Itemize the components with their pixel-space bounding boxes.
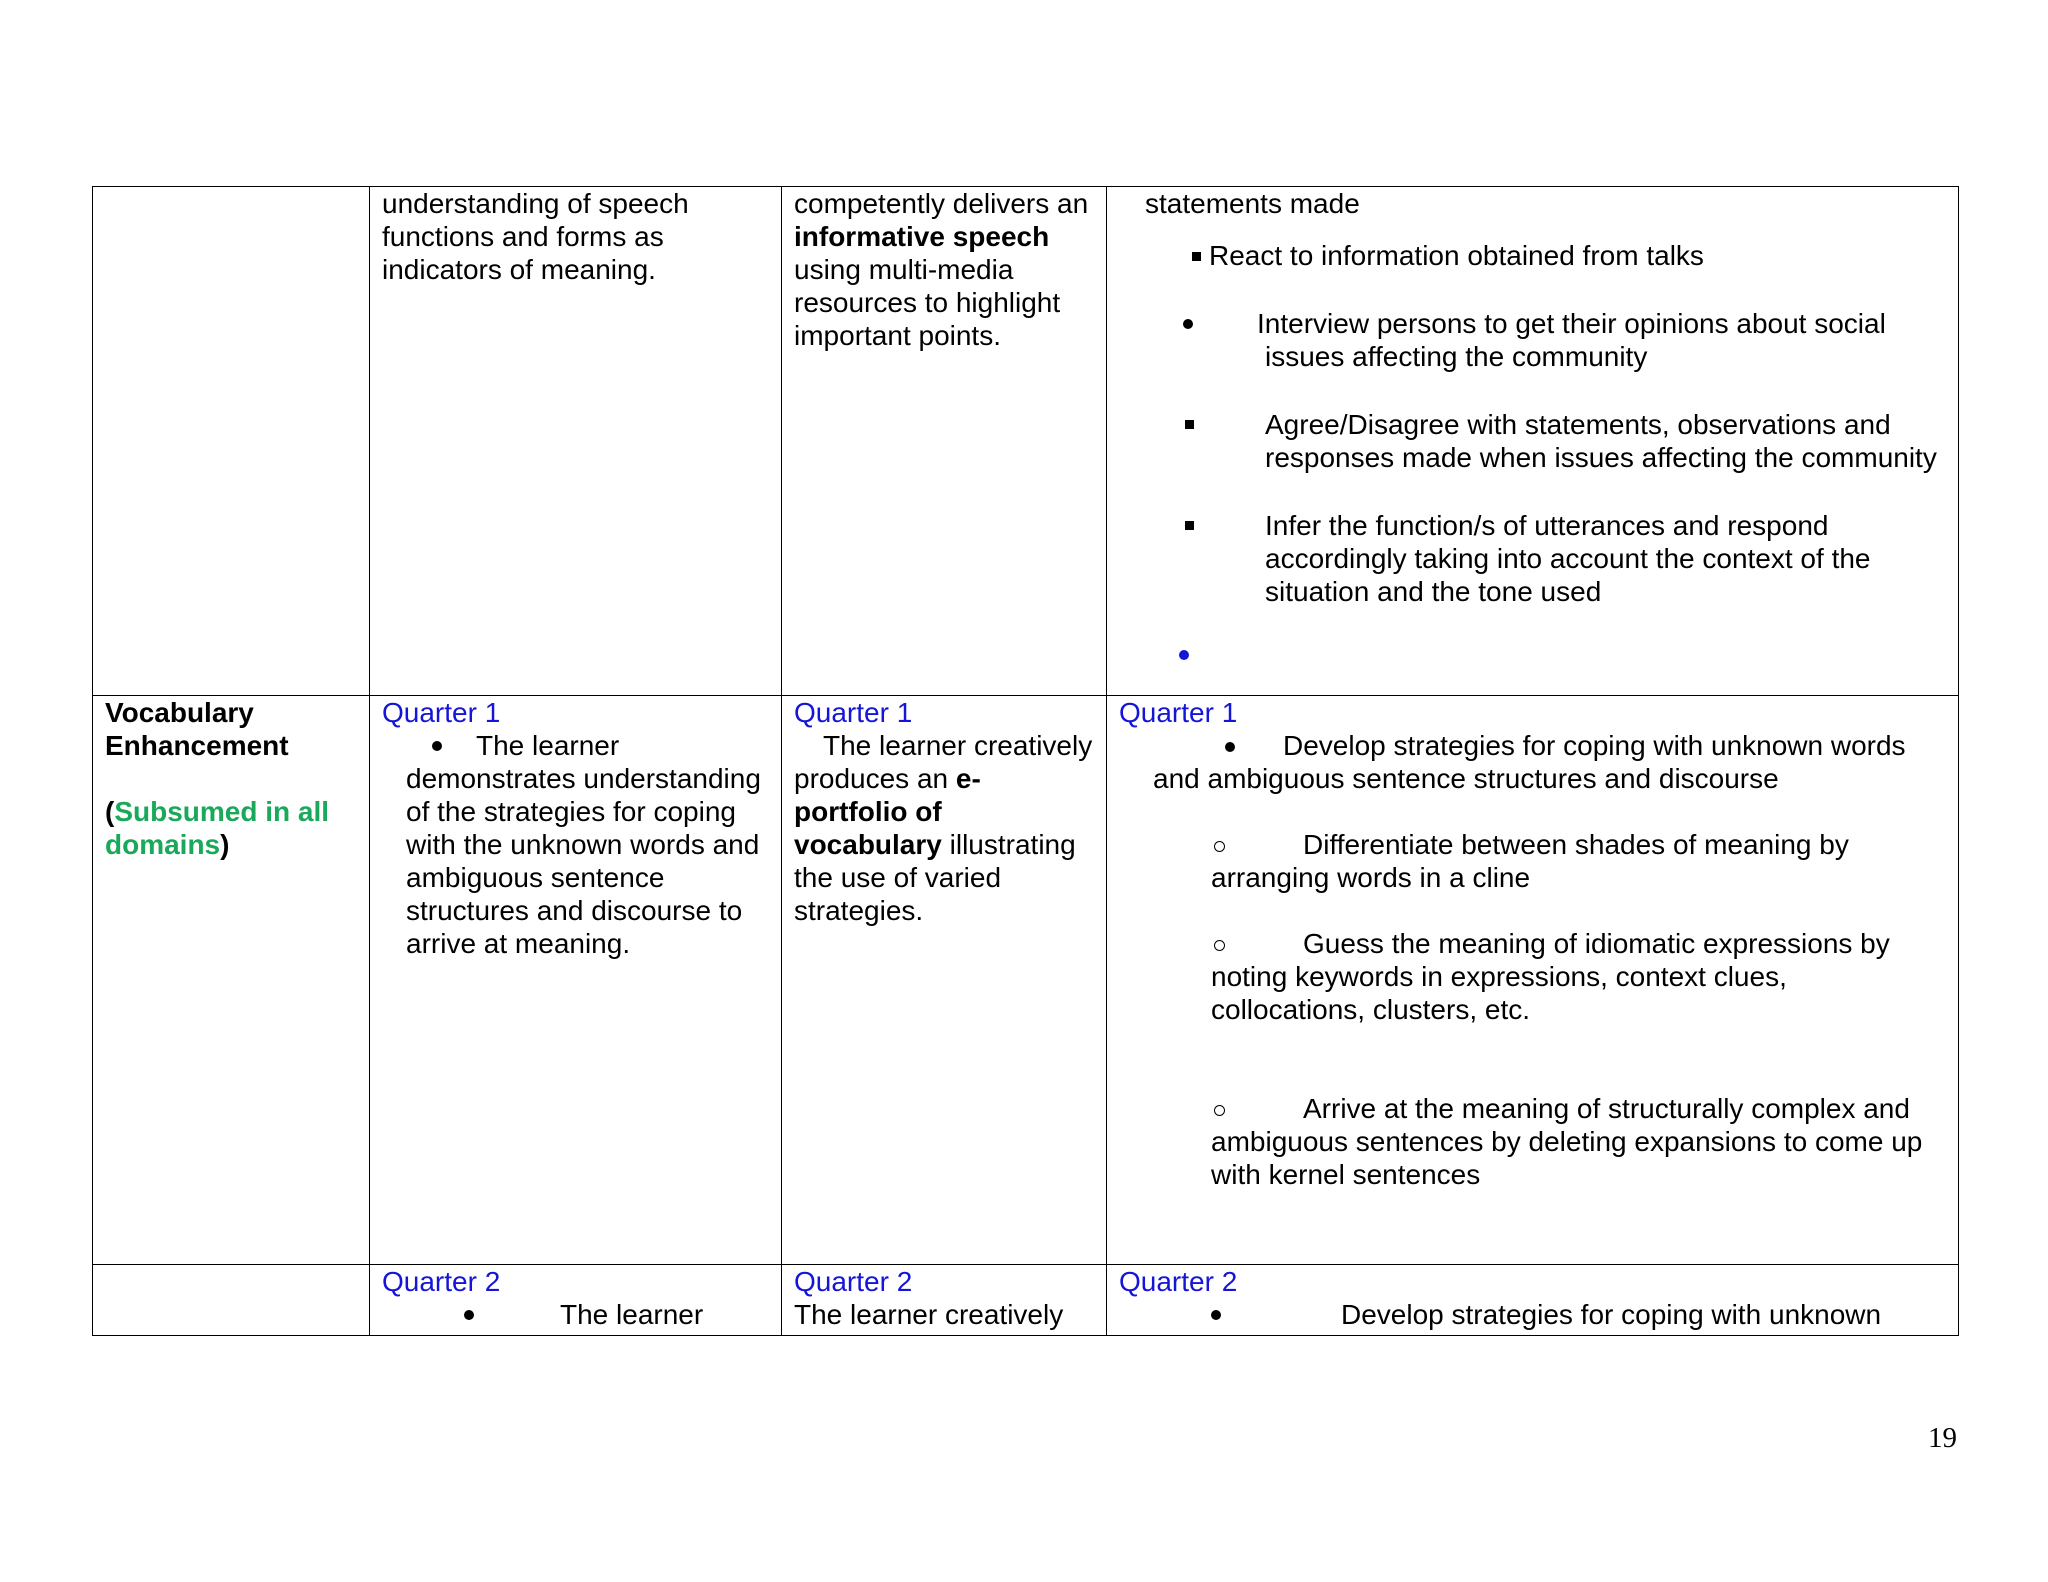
round-bullet-icon: [1179, 650, 1189, 660]
square-bullet-icon: [1185, 420, 1194, 429]
page-number: 19: [1928, 1422, 1957, 1454]
competency-text: Interview persons to get their opinions about social issues affecting the community: [1257, 308, 1886, 372]
quarter-label: Quarter 1: [382, 697, 501, 728]
performance-standard-text: The learner creatively: [794, 1299, 1064, 1330]
domain-cell: [93, 187, 370, 696]
learning-competencies-cell: [1107, 1265, 1959, 1336]
list-item: [1119, 1298, 1946, 1331]
list-item: [1119, 644, 1946, 664]
competency-lead-text: statements made: [1145, 188, 1360, 219]
table-row: [93, 1265, 1959, 1336]
list-item: [1119, 927, 1946, 1026]
content-standard-text: The learner: [560, 1299, 704, 1330]
competency-text: Guess the meaning of idiomatic expressions by noting keywords in expressions, context clues, collocations, clusters, etc.: [1211, 928, 1890, 1025]
quarter-label: Quarter 2: [794, 1266, 913, 1297]
competency-text: Arrive at the meaning of structurally complex and ambiguous sentences by deleting expansions to come up with kernel sentences: [1211, 1093, 1923, 1190]
list-item: [1119, 239, 1946, 272]
curriculum-table: [92, 186, 1959, 1336]
quarter-label: Quarter 2: [1119, 1266, 1238, 1297]
list-item: [1119, 307, 1946, 373]
quarter-label: Quarter 2: [382, 1266, 501, 1297]
performance-standard-cell: [782, 696, 1107, 1265]
round-bullet-icon: [432, 741, 442, 751]
performance-standard-text: The learner creatively produces an e-portfolio of vocabulary illustrating the use of varied strategies.: [794, 730, 1093, 926]
performance-standard-emphasis: e-portfolio of vocabulary: [794, 763, 981, 860]
list-item: [382, 729, 769, 960]
competency-text: Differentiate between shades of meaning by arranging words in a cline: [1211, 829, 1849, 893]
performance-standard-cell: [782, 1265, 1107, 1336]
competency-text: React to information obtained from talks: [1209, 240, 1704, 271]
hollow-bullet-icon: [1214, 841, 1225, 852]
round-bullet-icon: [1183, 319, 1193, 329]
list-item: [382, 1298, 769, 1331]
learning-competencies-cell: [1107, 696, 1959, 1265]
round-bullet-icon: [464, 1310, 474, 1320]
content-standard-cell: [370, 1265, 782, 1336]
round-bullet-icon: [1225, 742, 1235, 752]
content-standard-cell: [370, 187, 782, 696]
competency-text: Infer the function/s of utterances and respond accordingly taking into account the context of the situation and the tone used: [1265, 510, 1871, 607]
table-row: [93, 187, 1959, 696]
quarter-label: Quarter 1: [1119, 697, 1238, 728]
list-item: [1119, 1092, 1946, 1191]
content-standard-text: understanding of speech functions and forms as indicators of meaning.: [382, 188, 689, 285]
domain-note: (Subsumed in all domains): [105, 796, 330, 860]
hollow-bullet-icon: [1214, 940, 1225, 951]
list-item: [1119, 509, 1946, 608]
square-bullet-icon: [1192, 252, 1201, 261]
content-standard-cell: [370, 696, 782, 1265]
performance-standard-text: competently delivers an informative speech using multi-media resources to highlight important points.: [794, 188, 1089, 351]
round-bullet-icon: [1211, 1310, 1221, 1320]
list-item: [1119, 828, 1946, 894]
list-item: [1119, 729, 1946, 795]
learning-competencies-cell: [1107, 187, 1959, 696]
domain-cell: [93, 696, 370, 1265]
competency-text: Develop strategies for coping with unknown words and ambiguous sentence structures and discourse: [1153, 730, 1906, 794]
competency-text: Develop strategies for coping with unknown: [1341, 1299, 1882, 1330]
competency-text: Agree/Disagree with statements, observations and responses made when issues affecting the community: [1265, 409, 1937, 473]
quarter-label: Quarter 1: [794, 697, 913, 728]
list-item: [1119, 408, 1946, 474]
square-bullet-icon: [1185, 521, 1194, 530]
domain-title: Vocabulary Enhancement: [105, 697, 289, 761]
performance-standard-cell: [782, 187, 1107, 696]
domain-cell: [93, 1265, 370, 1336]
performance-standard-emphasis: informative speech: [794, 221, 1050, 252]
table-row: [93, 696, 1959, 1265]
content-standard-text: The learner demonstrates understanding of the strategies for coping with the unknown words and ambiguous sentence structures and discourse to arrive at meaning.: [406, 730, 761, 959]
hollow-bullet-icon: [1214, 1105, 1225, 1116]
